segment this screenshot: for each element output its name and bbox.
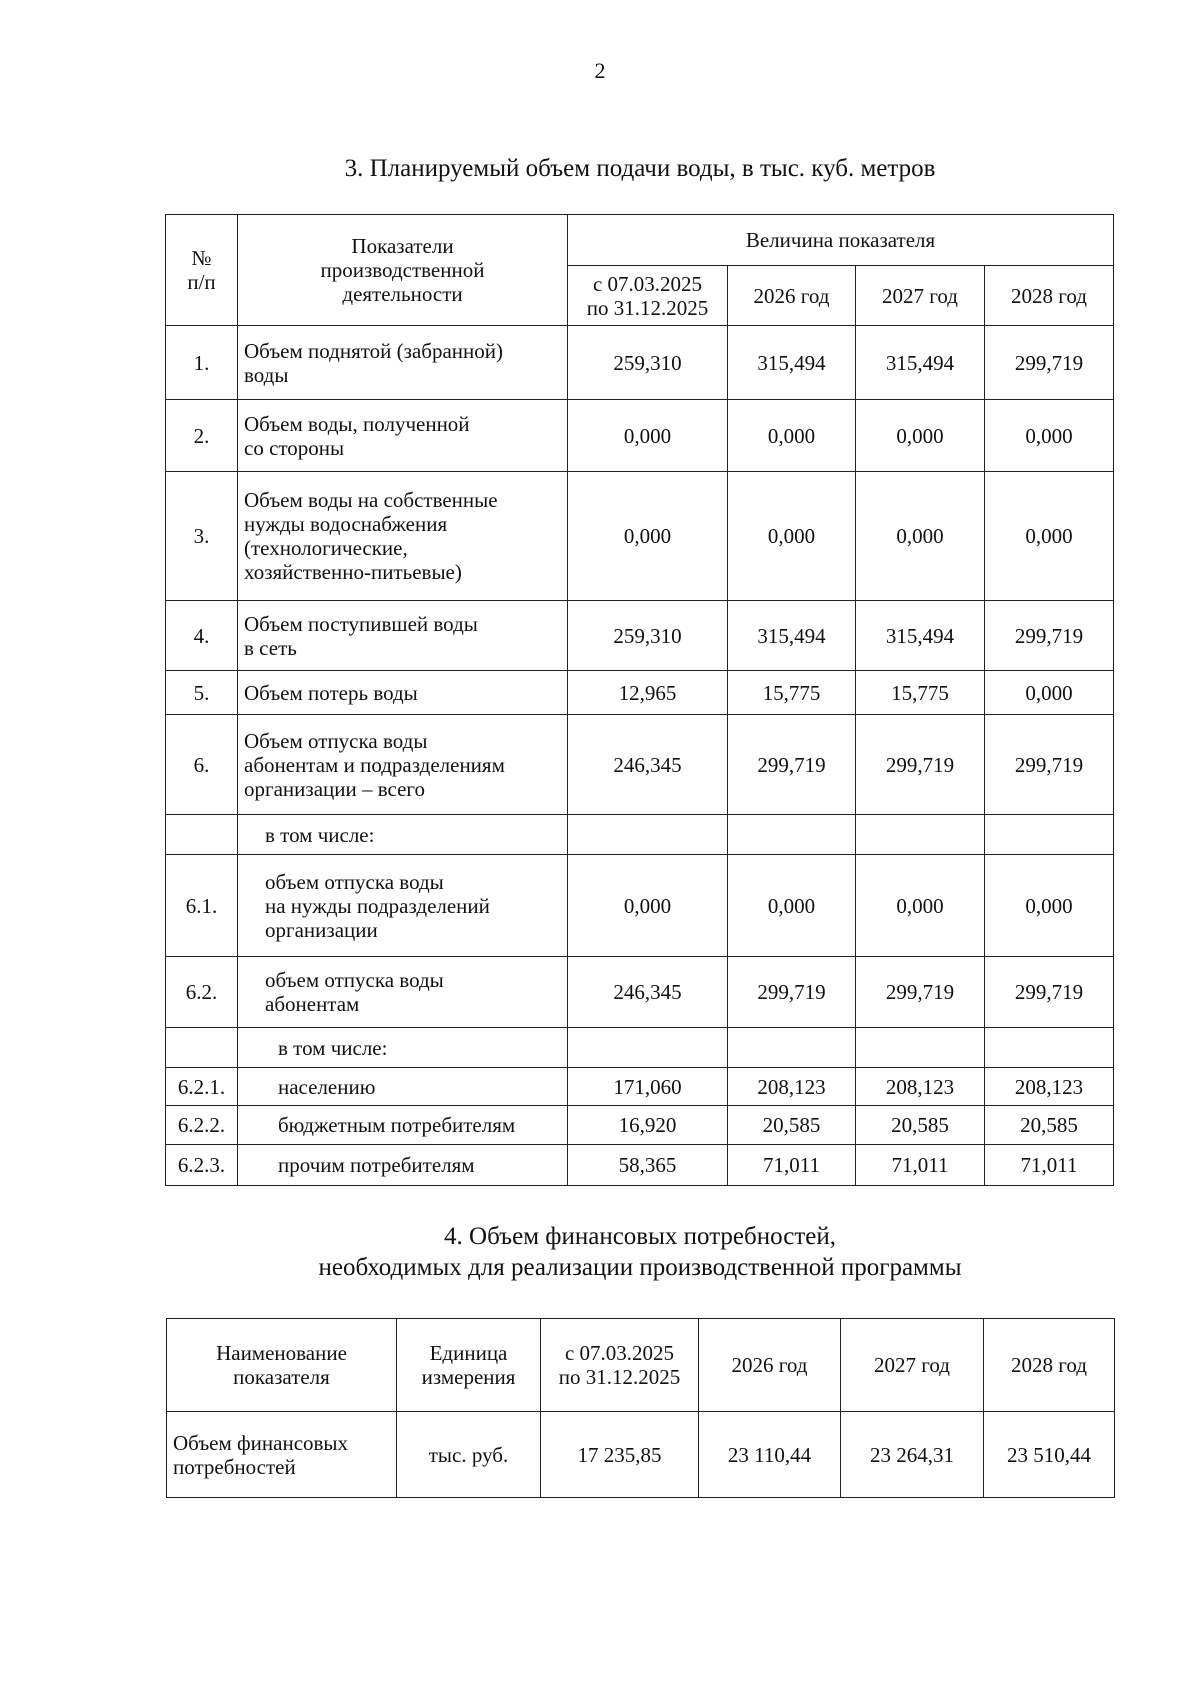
table-row xyxy=(166,855,1114,957)
row-name: Объем поднятой (забранной) воды xyxy=(238,326,568,400)
row-name: прочим потребителям xyxy=(238,1145,568,1186)
header-unit: Единица измерения xyxy=(397,1319,541,1412)
table-row xyxy=(166,957,1114,1028)
row-value: 208,123 xyxy=(728,1068,856,1106)
header-name: Наименование показателя xyxy=(167,1319,397,1412)
row-name: в том числе: xyxy=(238,1028,568,1068)
row-num xyxy=(166,815,238,855)
row-value: 58,365 xyxy=(568,1145,728,1186)
row-name: Объем поступившей воды в сеть xyxy=(238,601,568,671)
row-value: 20,585 xyxy=(728,1106,856,1145)
row-value: 0,000 xyxy=(985,855,1114,957)
row-value: 299,719 xyxy=(856,715,985,815)
row-num: 1. xyxy=(166,326,238,400)
header-period: 2026 год xyxy=(699,1319,841,1412)
row-value: 12,965 xyxy=(568,671,728,715)
row-value: 0,000 xyxy=(856,472,985,601)
table-row xyxy=(166,815,1114,855)
row-num: 2. xyxy=(166,400,238,472)
financial-needs-table xyxy=(166,1318,1115,1498)
row-value: 0,000 xyxy=(728,855,856,957)
row-value: 0,000 xyxy=(856,855,985,957)
row-name: бюджетным потребителям xyxy=(238,1106,568,1145)
header-period: 2026 год xyxy=(728,266,856,326)
row-value: 315,494 xyxy=(856,326,985,400)
page-number: 2 xyxy=(594,58,606,83)
row-value xyxy=(568,1028,728,1068)
header-period: 2027 год xyxy=(856,266,985,326)
row-value: 71,011 xyxy=(985,1145,1114,1186)
row-num: 6.1. xyxy=(166,855,238,957)
row-value: 246,345 xyxy=(568,715,728,815)
row-num: 6. xyxy=(166,715,238,815)
row-value: 208,123 xyxy=(856,1068,985,1106)
row-value: 20,585 xyxy=(985,1106,1114,1145)
row-value: 299,719 xyxy=(856,957,985,1028)
header-period: 2028 год xyxy=(985,266,1114,326)
water-supply-table xyxy=(165,214,1114,1186)
row-value: 0,000 xyxy=(568,472,728,601)
header-period: с 07.03.2025 по 31.12.2025 xyxy=(568,266,728,326)
row-unit: тыс. руб. xyxy=(397,1412,541,1498)
row-value xyxy=(856,1028,985,1068)
row-value: 171,060 xyxy=(568,1068,728,1106)
row-value xyxy=(985,1028,1114,1068)
row-value: 299,719 xyxy=(985,715,1114,815)
header-value-group: Величина показателя xyxy=(568,215,1114,266)
row-name: Объем воды, полученной со стороны xyxy=(238,400,568,472)
table-row xyxy=(166,472,1114,601)
row-value: 0,000 xyxy=(856,400,985,472)
row-value: 0,000 xyxy=(985,472,1114,601)
row-num xyxy=(166,1028,238,1068)
row-name: объем отпуска воды на нужды подразделений организации xyxy=(238,855,568,957)
table-row xyxy=(166,326,1114,400)
row-value: 299,719 xyxy=(728,957,856,1028)
section-4-title: 4. Объем финансовых потребностей, необходимых для реализации производственной программы xyxy=(318,1223,962,1281)
row-value: 299,719 xyxy=(985,957,1114,1028)
row-value: 15,775 xyxy=(856,671,985,715)
row-value: 71,011 xyxy=(728,1145,856,1186)
row-value: 23 264,31 xyxy=(841,1412,984,1498)
row-value: 259,310 xyxy=(568,326,728,400)
row-value: 246,345 xyxy=(568,957,728,1028)
row-value: 0,000 xyxy=(728,400,856,472)
row-name: в том числе: xyxy=(238,815,568,855)
row-value: 23 110,44 xyxy=(699,1412,841,1498)
row-num: 3. xyxy=(166,472,238,601)
row-value: 315,494 xyxy=(856,601,985,671)
section-3-title: 3. Планируемый объем подачи воды, в тыс. куб. метров xyxy=(344,155,936,182)
table-row xyxy=(166,1106,1114,1145)
row-value: 71,011 xyxy=(856,1145,985,1186)
row-value: 0,000 xyxy=(985,400,1114,472)
row-value: 15,775 xyxy=(728,671,856,715)
row-value: 315,494 xyxy=(728,601,856,671)
row-num: 4. xyxy=(166,601,238,671)
row-value: 0,000 xyxy=(728,472,856,601)
row-name: Объем потерь воды xyxy=(238,671,568,715)
row-name: Объем финансовых потребностей xyxy=(167,1412,397,1498)
row-num: 5. xyxy=(166,671,238,715)
row-num: 6.2.1. xyxy=(166,1068,238,1106)
row-num: 6.2. xyxy=(166,957,238,1028)
row-num: 6.2.3. xyxy=(166,1145,238,1186)
row-value: 17 235,85 xyxy=(541,1412,699,1498)
row-value: 0,000 xyxy=(568,400,728,472)
row-value xyxy=(728,1028,856,1068)
header-period: 2027 год xyxy=(841,1319,984,1412)
row-value: 20,585 xyxy=(856,1106,985,1145)
row-name: населению xyxy=(238,1068,568,1106)
row-value: 208,123 xyxy=(985,1068,1114,1106)
header-num: № п/п xyxy=(166,215,238,326)
row-value: 16,920 xyxy=(568,1106,728,1145)
table-row xyxy=(166,1145,1114,1186)
row-value: 299,719 xyxy=(985,326,1114,400)
row-name: объем отпуска воды абонентам xyxy=(238,957,568,1028)
header-period: с 07.03.2025 по 31.12.2025 xyxy=(541,1319,699,1412)
table-row xyxy=(166,1028,1114,1068)
row-value: 0,000 xyxy=(568,855,728,957)
table-row xyxy=(167,1412,1115,1498)
header-period: 2028 год xyxy=(984,1319,1115,1412)
row-name: Объем воды на собственные нужды водоснабжения (технологические, хозяйственно-питьевые) xyxy=(238,472,568,601)
row-value xyxy=(728,815,856,855)
row-value: 299,719 xyxy=(985,601,1114,671)
table-row xyxy=(166,400,1114,472)
row-value: 0,000 xyxy=(985,671,1114,715)
table-row xyxy=(166,671,1114,715)
row-value: 315,494 xyxy=(728,326,856,400)
row-value: 23 510,44 xyxy=(984,1412,1115,1498)
table-row xyxy=(166,601,1114,671)
row-value xyxy=(985,815,1114,855)
row-name: Объем отпуска воды абонентам и подразделениям организации – всего xyxy=(238,715,568,815)
row-value: 259,310 xyxy=(568,601,728,671)
table-row xyxy=(166,1068,1114,1106)
row-value xyxy=(568,815,728,855)
row-value: 299,719 xyxy=(728,715,856,815)
row-num: 6.2.2. xyxy=(166,1106,238,1145)
table-row xyxy=(166,715,1114,815)
row-value xyxy=(856,815,985,855)
header-indicator: Показатели производственной деятельности xyxy=(238,215,568,326)
